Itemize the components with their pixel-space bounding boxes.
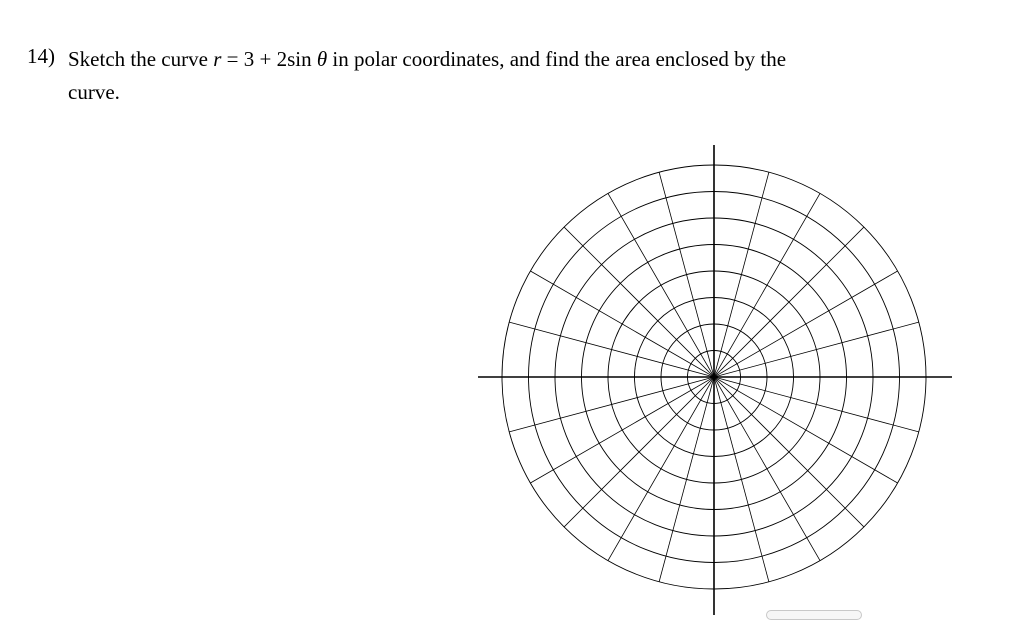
curve-equation: = 3 + 2sin [221,47,317,71]
problem-text-before: Sketch the curve [68,47,214,71]
widget-edge [766,610,862,620]
problem-number: 14) [27,44,55,68]
problem-text-after: in polar coordinates, and find the area enclosed by the curve. [68,47,787,104]
curve-variable: r [213,47,222,71]
curve-theta: θ [316,47,328,71]
